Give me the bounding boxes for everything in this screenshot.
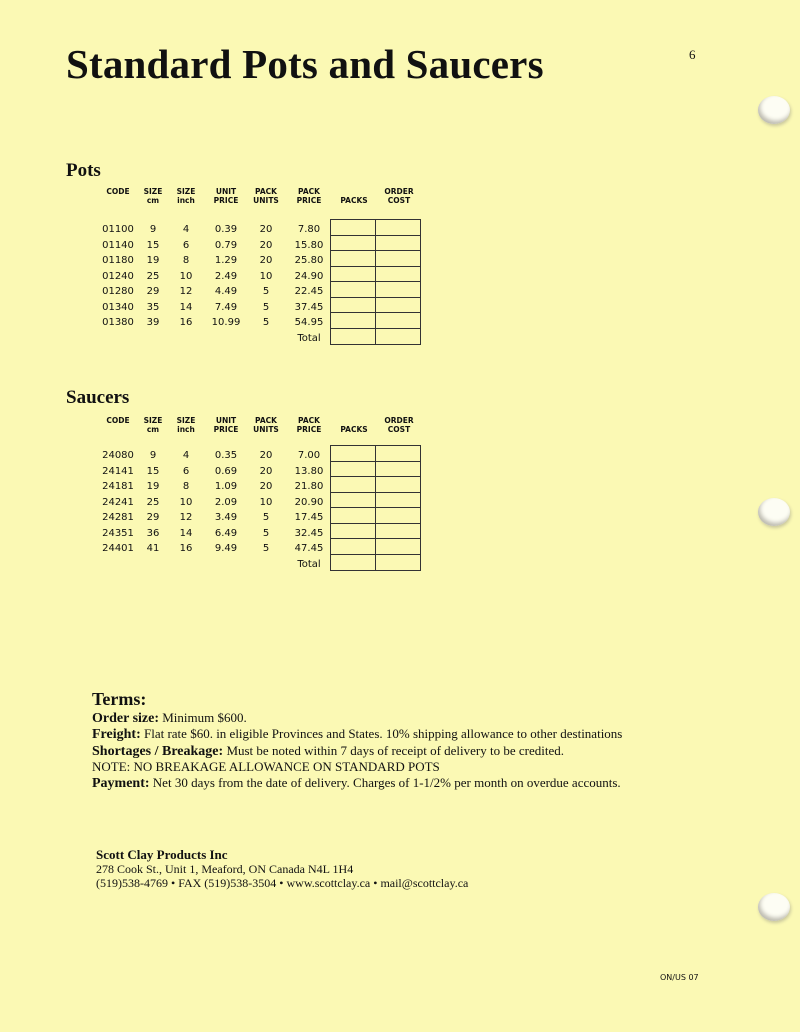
company-contact: (519)538-4769 • FAX (519)538-3504 • www.scottclay.ca • mail@scottclay.ca (96, 876, 469, 890)
table-cell: 24181 (102, 481, 134, 492)
column-header-line2: PACKS (340, 424, 368, 434)
column-header-line1: ORDER (384, 416, 414, 425)
table-cell: 16 (179, 317, 193, 328)
table-cell: 39 (146, 317, 160, 328)
table-cell: 54.95 (294, 317, 324, 328)
column-header-line1: PACK (255, 187, 277, 196)
column-header-line2: inch (177, 195, 195, 205)
table-cell: 24351 (102, 527, 134, 539)
table-cell: 3.49 (214, 512, 238, 523)
table-cell: 20 (259, 224, 273, 235)
packs-entry-cell[interactable] (331, 555, 376, 571)
column-header-line2: PRICE (213, 424, 239, 434)
table-cell: 5 (262, 286, 270, 297)
table-cell: 24080 (102, 450, 134, 461)
column-header-line1: PACK (298, 187, 320, 196)
table-cell: 01240 (102, 270, 134, 282)
column-header-line1: CODE (106, 416, 130, 425)
column-header (374, 417, 424, 434)
column-header-line1: PACK (298, 416, 320, 425)
page-title: Standard Pots and Saucers (66, 41, 544, 87)
order-cost-entry-cell[interactable] (376, 251, 420, 267)
packs-entry-cell[interactable] (331, 446, 376, 462)
packs-entry-cell[interactable] (331, 329, 376, 345)
column-header-line2: cm (146, 424, 160, 434)
column-header-line1: CODE (106, 187, 130, 196)
order-size-label: Order size: (92, 710, 159, 726)
table-cell: 01180 (102, 255, 134, 266)
table-cell: 19 (146, 255, 160, 266)
shortages-text: Must be noted within 7 days of receipt of delivery to be credited. (223, 742, 564, 758)
order-cost-entry-cell[interactable] (376, 329, 420, 345)
packs-entry-cell[interactable] (331, 524, 376, 540)
table-cell: 14 (179, 301, 193, 313)
table-cell: 12 (179, 286, 193, 297)
table-cell: 24141 (102, 465, 134, 477)
table-cell: 25.80 (294, 255, 324, 266)
breakage-note: NOTE: NO BREAKAGE ALLOWANCE ON STANDARD POTS (92, 759, 440, 774)
table-cell: 20 (259, 255, 273, 266)
page-number: 6 (689, 47, 696, 62)
table-cell: 7.80 (297, 224, 321, 235)
table-cell: 29 (146, 512, 160, 523)
table-cell: 7.49 (214, 301, 238, 313)
column-header-line1: SIZE (143, 187, 163, 196)
table-cell: 6 (182, 239, 190, 251)
order-entry-grid (330, 445, 421, 571)
column-header-line1: SIZE (143, 416, 163, 425)
table-cell: 25 (146, 496, 160, 508)
company-info (96, 848, 468, 890)
footer-code: ON/US 07 (660, 973, 699, 982)
order-cost-entry-cell[interactable] (376, 493, 420, 509)
table-cell: 8 (182, 255, 190, 266)
table-cell: 20 (259, 239, 273, 251)
table-cell: 24.90 (294, 270, 324, 282)
table-cell: 21.80 (294, 481, 324, 492)
packs-entry-cell[interactable] (331, 493, 376, 509)
table-cell: 15 (146, 465, 160, 477)
payment-text: Net 30 days from the date of delivery. Charges of 1-1/2% per month on overdue accounts. (149, 774, 621, 790)
table-cell: 20 (259, 450, 273, 461)
packs-entry-cell[interactable] (331, 236, 376, 252)
table-cell: 0.79 (214, 239, 238, 251)
table-cell: 14 (179, 527, 193, 539)
table-cell: 24401 (102, 543, 134, 554)
column-header-line1: SIZE (176, 416, 196, 425)
binder-hole-top (758, 96, 790, 124)
terms-section (92, 689, 623, 791)
total-label: Total (297, 332, 321, 344)
order-cost-entry-cell[interactable] (376, 555, 420, 571)
table-cell: 22.45 (294, 286, 324, 297)
table-cell: 4 (182, 224, 190, 235)
column-header-line2: COST (387, 195, 411, 205)
table-cell: 10 (259, 270, 273, 282)
order-cost-entry-cell[interactable] (376, 477, 420, 493)
table-cell: 10.99 (211, 317, 241, 328)
column-header-line2: PRICE (296, 424, 322, 434)
column-header-line2: PACKS (340, 195, 368, 205)
table-cell: 32.45 (294, 527, 324, 539)
table-cell: 2.09 (214, 496, 238, 508)
table-cell: 15 (146, 239, 160, 251)
column-header-line2: COST (387, 424, 411, 434)
column-header (284, 188, 334, 205)
table-cell: 01380 (102, 317, 134, 328)
order-cost-entry-cell[interactable] (376, 267, 420, 283)
freight-label: Freight: (92, 727, 141, 742)
table-cell: 17.45 (294, 512, 324, 523)
table-cell: 5 (262, 301, 270, 313)
packs-entry-cell[interactable] (331, 462, 376, 478)
table-cell: 4.49 (214, 286, 238, 297)
packs-entry-cell[interactable] (331, 267, 376, 283)
payment-line (92, 775, 622, 792)
payment-label: Payment: (92, 775, 150, 791)
packs-entry-cell[interactable] (331, 477, 376, 493)
order-entry-grid (330, 219, 421, 345)
column-header (374, 188, 424, 205)
table-cell: 36 (146, 527, 160, 539)
table-cell: 1.09 (214, 481, 238, 492)
column-header-line1: UNIT (215, 187, 237, 196)
column-header-line2: inch (177, 424, 195, 434)
total-label: Total (297, 558, 321, 570)
column-header-line1: UNIT (215, 416, 237, 425)
order-size-text: Minimum $600. (159, 709, 247, 725)
table-cell: 16 (179, 543, 193, 554)
saucers-section-title: Saucers (66, 387, 130, 408)
packs-entry-cell[interactable] (331, 508, 376, 524)
column-header-line2: PRICE (213, 195, 239, 205)
terms-title: Terms: (92, 689, 147, 709)
table-cell: 37.45 (294, 301, 324, 313)
table-cell: 5 (262, 527, 270, 539)
table-cell: 35 (146, 301, 160, 313)
packs-entry-cell[interactable] (331, 251, 376, 267)
table-cell: 2.49 (214, 270, 238, 282)
order-cost-entry-cell[interactable] (376, 220, 420, 236)
table-cell: 20 (259, 465, 273, 477)
table-cell: 19 (146, 481, 160, 492)
table-cell: 6 (182, 465, 190, 477)
table-cell: 47.45 (294, 543, 324, 554)
table-cell: 12 (179, 512, 193, 523)
table-cell: 29 (146, 286, 160, 297)
column-header-line2: cm (146, 195, 160, 205)
table-cell: 01280 (102, 286, 134, 297)
binder-hole-middle (758, 498, 790, 526)
table-cell: 5 (262, 317, 270, 328)
packs-entry-cell[interactable] (331, 282, 376, 298)
packs-entry-cell[interactable] (331, 539, 376, 555)
table-cell: 15.80 (294, 239, 324, 251)
column-header-line2: PRICE (296, 195, 322, 205)
column-header (329, 188, 379, 205)
table-cell: 24281 (102, 512, 134, 523)
table-cell: 10 (179, 496, 193, 508)
table-cell: 41 (146, 543, 160, 554)
table-cell: 4 (182, 450, 190, 461)
table-cell: 10 (179, 270, 193, 282)
order-cost-entry-cell[interactable] (376, 313, 420, 329)
pots-section-title: Pots (66, 160, 101, 181)
packs-entry-cell[interactable] (331, 220, 376, 236)
column-header-line1: ORDER (384, 187, 414, 196)
company-address: 278 Cook St., Unit 1, Meaford, ON Canada N4L 1H4 (96, 862, 354, 876)
column-header (329, 417, 379, 434)
order-cost-entry-cell[interactable] (376, 508, 420, 524)
table-cell: 20 (259, 481, 273, 492)
binder-hole-bottom (758, 893, 790, 921)
shortages-line (92, 743, 622, 760)
table-cell: 5 (262, 512, 270, 523)
column-header (284, 417, 334, 434)
column-header-line2: UNITS (253, 195, 279, 205)
freight-text: Flat rate $60. in eligible Provinces and States. 10% shipping allowance to other destinations (140, 726, 623, 741)
table-cell: 13.80 (294, 465, 324, 477)
table-cell: 10 (259, 496, 273, 508)
order-size-line (92, 710, 622, 727)
table-cell: 5 (262, 543, 270, 554)
packs-entry-cell[interactable] (331, 298, 376, 314)
table-cell: 0.69 (214, 465, 238, 477)
order-cost-entry-cell[interactable] (376, 298, 420, 314)
table-cell: 01140 (102, 239, 134, 251)
table-cell: 9 (149, 224, 157, 235)
table-cell: 9.49 (214, 543, 238, 554)
column-header-line2: UNITS (253, 424, 279, 434)
table-cell: 01340 (102, 301, 134, 313)
table-cell: 24241 (102, 496, 134, 508)
freight-line (92, 726, 622, 743)
shortages-label: Shortages / Breakage: (92, 743, 224, 759)
company-name: Scott Clay Products Inc (96, 847, 228, 862)
table-cell: 9 (149, 450, 157, 461)
order-cost-entry-cell[interactable] (376, 539, 420, 555)
packs-entry-cell[interactable] (331, 313, 376, 329)
table-cell: 1.29 (214, 255, 238, 266)
order-cost-entry-cell[interactable] (376, 236, 420, 252)
table-cell: 0.35 (214, 450, 238, 461)
column-header-line1: SIZE (176, 187, 196, 196)
order-cost-entry-cell[interactable] (376, 462, 420, 478)
table-cell: 8 (182, 481, 190, 492)
order-cost-entry-cell[interactable] (376, 524, 420, 540)
column-header-line1: PACK (255, 416, 277, 425)
table-cell: 7.00 (297, 450, 321, 461)
order-cost-entry-cell[interactable] (376, 282, 420, 298)
table-cell: 25 (146, 270, 160, 282)
table-cell: 6.49 (214, 527, 238, 539)
table-cell: 20.90 (294, 496, 324, 508)
table-cell: 0.39 (214, 224, 238, 235)
order-cost-entry-cell[interactable] (376, 446, 420, 462)
table-cell: 01100 (102, 224, 134, 235)
